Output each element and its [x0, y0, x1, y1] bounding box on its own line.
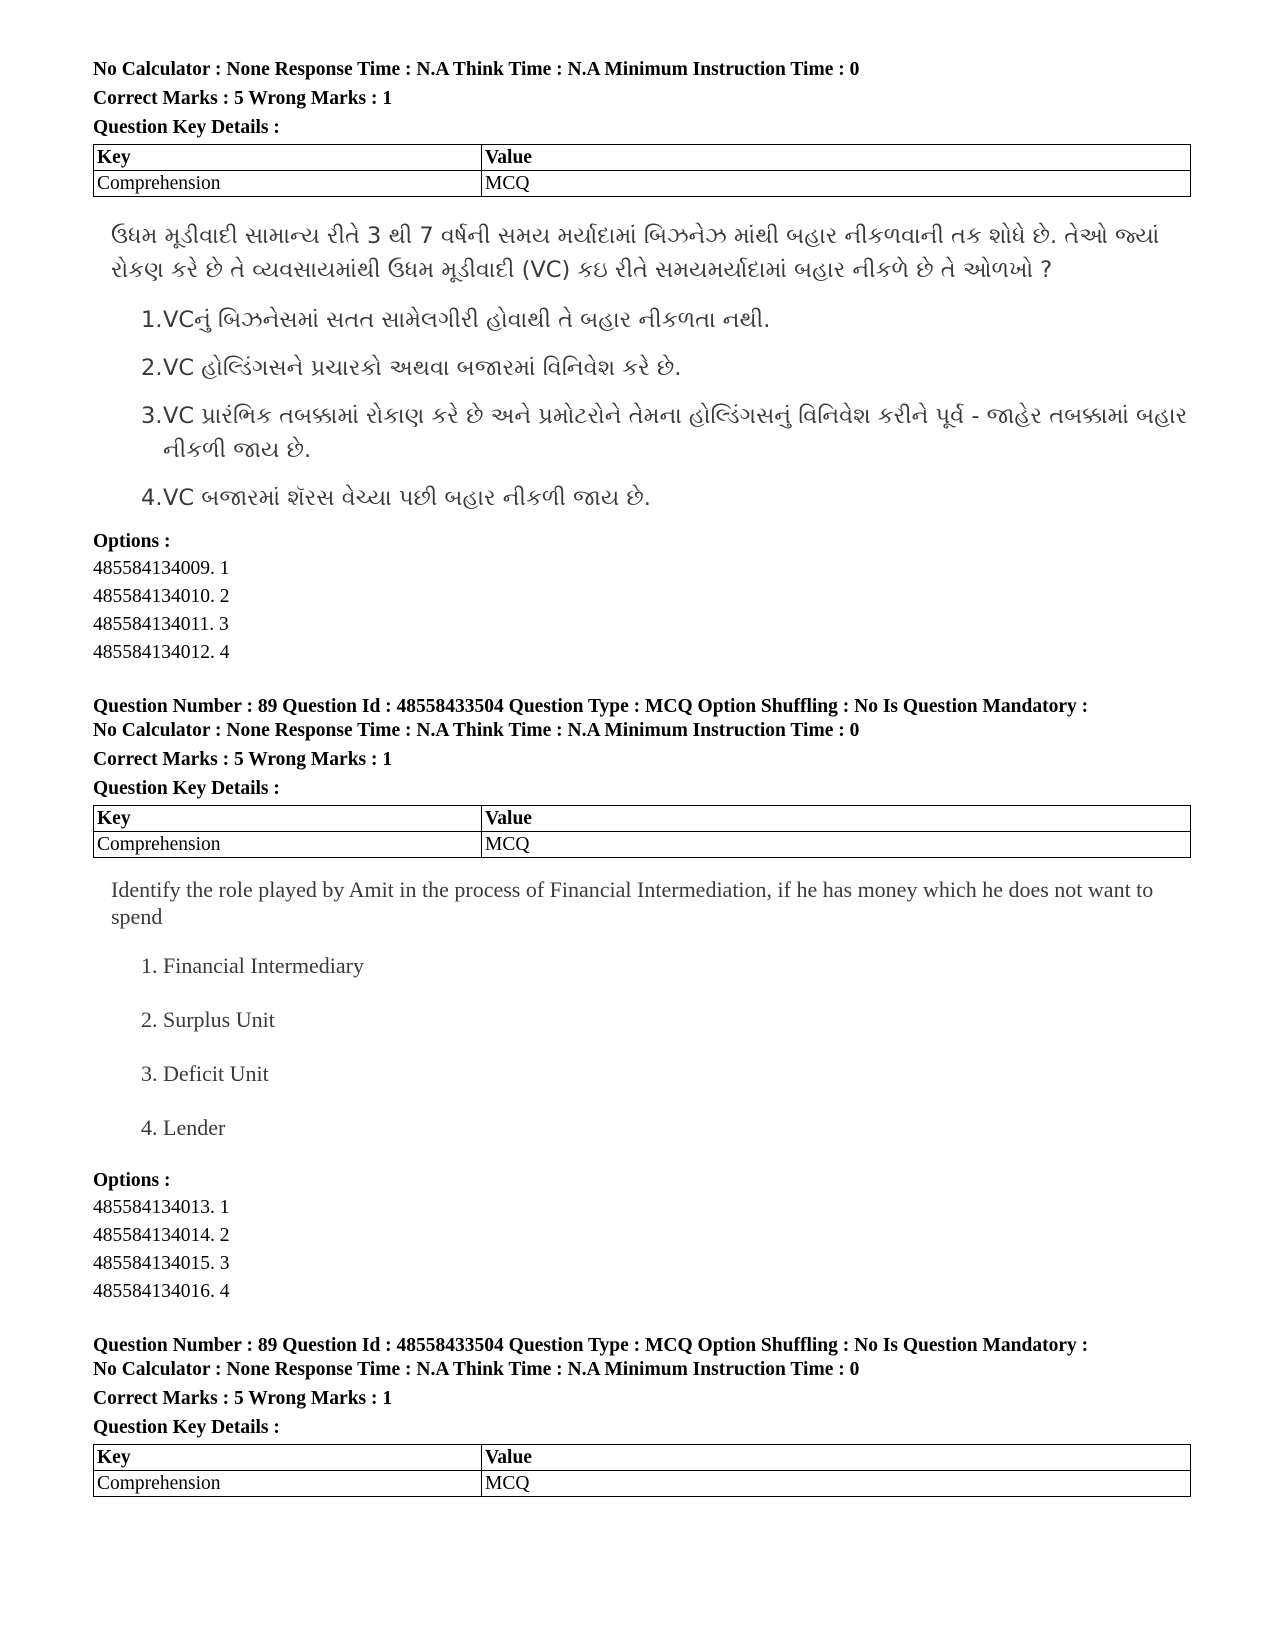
question-option-3: 3. Deficit Unit [141, 1061, 269, 1086]
options-label: Options : [93, 1170, 171, 1191]
header-key: Key [94, 1445, 482, 1471]
question-option-3 [141, 399, 1193, 467]
option-text: VC પ્રારંભિક તબક્કામાં રોકાણ કરે છે અને પ્રમોટરોને તેમના હોલ્ડિંગસનું વિનિવેશ કરીને પૂર્વ - જાહેર તબક્કામાં બહાર નીકળી જાય છે. [163, 403, 1188, 463]
cell-key: Comprehension [94, 1471, 482, 1497]
option-number: 4. [141, 485, 163, 511]
meta-line: No Calculator : None Response Time : N.A Think Time : N.A Minimum Instruction Time : 0 [93, 59, 860, 80]
key-details-label: Question Key Details : [93, 778, 280, 799]
option-id-line: 485584134014. 2 [93, 1225, 230, 1246]
option-id-line: 485584134012. 4 [93, 642, 230, 663]
marks-line: Correct Marks : 5 Wrong Marks : 1 [93, 1388, 393, 1409]
question-option-1 [141, 303, 1193, 337]
cell-key: Comprehension [94, 171, 482, 197]
option-id-line: 485584134010. 2 [93, 586, 230, 607]
table-header-row [94, 806, 1191, 832]
option-text: VC બજારમાં શૅરસ વેચ્યા પછી બહાર નીકળી જાય છે. [163, 485, 651, 511]
option-id-line: 485584134015. 3 [93, 1253, 230, 1274]
cell-key: Comprehension [94, 832, 482, 858]
key-details-table [93, 805, 1191, 858]
question-stem: ઉધમ મૂડીવાદી સામાન્ય રીતે 3 થી 7 વર્ષની સમય મર્યાદામાં બિઝનેઝ માંથી બહાર નીકળવાની તક શોધે છે. તેઓ જ્યાં રોકણ કરે છે તે વ્યવસાયમાંથી ઉધમ મૂડીવાદી (VC) કઇ રીતે સમયમર્યાદામાં બહાર નીકળે છે તે ઓળખો ? [111, 223, 1160, 283]
question-meta [93, 695, 1193, 743]
meta-line: Question Number : 89 Question Id : 48558433504 Question Type : MCQ Option Shuffling : No Is Question Mandatory : [93, 696, 1089, 717]
question-image-english [111, 876, 1193, 1141]
option-number: 3. [141, 403, 163, 429]
meta-line: No Calculator : None Response Time : N.A Think Time : N.A Minimum Instruction Time : 0 [93, 720, 860, 741]
meta-line: Question Number : 89 Question Id : 48558433504 Question Type : MCQ Option Shuffling : No Is Question Mandatory : [93, 1335, 1089, 1356]
question-option-2: 2. Surplus Unit [141, 1007, 275, 1032]
question-block-1 [93, 58, 1193, 667]
option-id-line: 485584134013. 1 [93, 1197, 230, 1218]
meta-line: No Calculator : None Response Time : N.A Think Time : N.A Minimum Instruction Time : 0 [93, 1359, 860, 1380]
option-text: VCનું બિઝનેસમાં સતત સામેલગીરી હોવાથી તે બહાર નીકળતા નથી. [163, 307, 771, 333]
question-option-2 [141, 351, 1193, 385]
header-value: Value [482, 145, 1191, 171]
key-details-label: Question Key Details : [93, 1417, 280, 1438]
question-option-1: 1. Financial Intermediary [141, 953, 364, 978]
table-row [94, 171, 1191, 197]
question-image-gujarati [111, 219, 1193, 515]
key-details-table [93, 144, 1191, 197]
question-block-2 [93, 695, 1193, 1306]
option-number: 2. [141, 355, 163, 381]
question-block-3 [93, 1334, 1193, 1497]
marks-line: Correct Marks : 5 Wrong Marks : 1 [93, 88, 393, 109]
key-details-table [93, 1444, 1191, 1497]
key-details-label: Question Key Details : [93, 117, 280, 138]
cell-value: MCQ [482, 1471, 1191, 1497]
table-header-row [94, 145, 1191, 171]
options-label: Options : [93, 531, 171, 552]
question-stem: Identify the role played by Amit in the process of Financial Intermediation, if he has money which he does not want to spend [111, 877, 1154, 929]
table-header-row [94, 1445, 1191, 1471]
option-text: VC હોલ્ડિંગસને પ્રચારકો અથવા બજારમાં વિનિવેશ કરે છે. [163, 355, 682, 381]
option-number: 1. [141, 307, 163, 333]
table-row [94, 1471, 1191, 1497]
header-key: Key [94, 806, 482, 832]
cell-value: MCQ [482, 832, 1191, 858]
header-key: Key [94, 145, 482, 171]
cell-value: MCQ [482, 171, 1191, 197]
table-row [94, 832, 1191, 858]
question-meta [93, 58, 1193, 82]
question-meta [93, 1334, 1193, 1382]
document-page [93, 58, 1193, 1497]
header-value: Value [482, 806, 1191, 832]
option-id-line: 485584134016. 4 [93, 1281, 230, 1302]
option-id-line: 485584134009. 1 [93, 558, 230, 579]
question-option-4 [141, 481, 1193, 515]
question-option-4: 4. Lender [141, 1115, 226, 1140]
option-id-line: 485584134011. 3 [93, 614, 229, 635]
header-value: Value [482, 1445, 1191, 1471]
marks-line: Correct Marks : 5 Wrong Marks : 1 [93, 749, 393, 770]
